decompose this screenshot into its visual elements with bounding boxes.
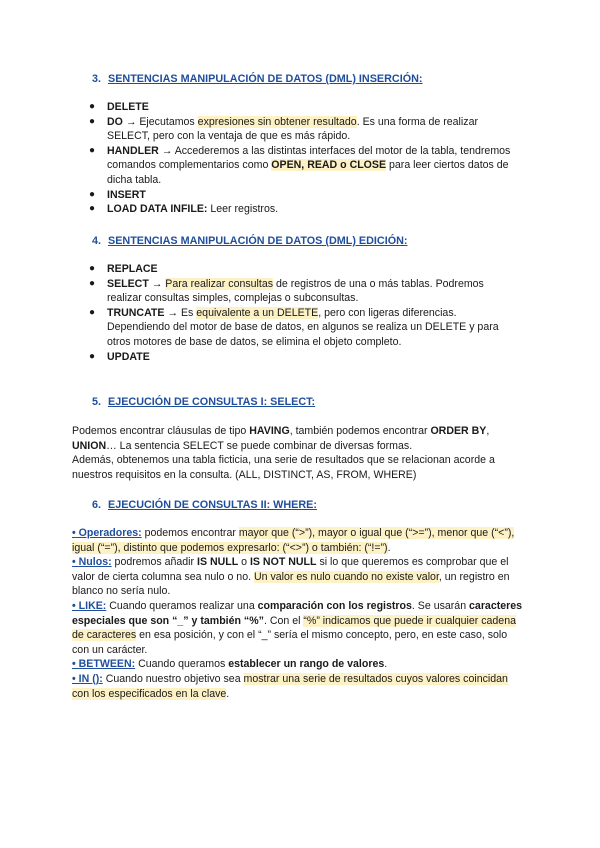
list-item-load-data: ● LOAD DATA INFILE: Leer registros. [89, 203, 279, 216]
like-label: • LIKE: [72, 599, 107, 612]
nulos-label: • Nulos: [72, 556, 112, 569]
section-5-heading [92, 395, 315, 410]
bullet-icon: ● [89, 115, 96, 127]
bullet-icon: ● [89, 203, 96, 215]
section-number: 6. [92, 499, 102, 511]
bullet-icon: ● [89, 263, 96, 274]
list-item-delete: ● DELETE [89, 101, 149, 113]
section-title: EJECUCIÓN DE CONSULTAS I: SELECT: [108, 396, 316, 408]
list-item-handler: ● HANDLER → Accederemos a las distintas interfaces del motor de la tabla, tendremos comandos complementarios como OPEN, READ o CLOSE para leer ciertos datos de dicha tabla. [89, 144, 511, 186]
highlight: “%” indicamos que puede ir cualquier cadena de caracteres [72, 614, 516, 642]
nulos-paragraph: • Nulos: podremos añadir IS NULL o IS NOT NULL si lo que queremos es comprobar que el valor de cierta columna sea nulo o no. Un valor es nulo cuando no existe valor, un registro en blanco no sería nulo. [72, 556, 510, 598]
bullet-icon: ● [89, 188, 96, 200]
between-paragraph: • BETWEEN: Cuando queramos establecer un rango de valores. [72, 658, 388, 671]
section-title: EJECUCIÓN DE CONSULTAS II: WHERE: [108, 499, 317, 511]
list-item-truncate: ● TRUNCATE → Es equivalente a un DELETE, pero con ligeras diferencias. Dependiendo del motor de base de datos, en algunos se realiza un DELETE y para otros motores de base de datos, se elimina el objeto completo. [89, 306, 499, 348]
section-number: 5. [92, 396, 102, 408]
section-6-content [72, 526, 524, 701]
section-number: 4. [92, 235, 102, 247]
operadores-label: • Operadores: [72, 527, 142, 539]
highlight: Para realizar consultas [165, 277, 274, 290]
highlight: equivalente a un DELETE [196, 306, 319, 319]
list-item-update: ● UPDATE [89, 350, 150, 363]
bullet-icon: ● [89, 277, 96, 289]
list-item-do: ● DO → Ejecutamos expresiones sin obtener resultado. Es una forma de realizar SELECT, pero con la ventaja de que es más rápido. [89, 115, 478, 143]
bullet-icon: ● [89, 144, 96, 156]
section-3-list [89, 100, 519, 217]
highlight: OPEN, READ o CLOSE [271, 159, 387, 172]
bullet-icon: ● [89, 101, 96, 112]
in-label: • IN (): [72, 672, 103, 685]
list-item-replace: ● REPLACE [89, 263, 158, 275]
operadores-paragraph: • Operadores: podemos encontrar mayor que (“>”), mayor o igual que (“>=”), menor que (“<”), igual (“=”), distinto que podemos expresarlo: (“<>”) o también: (“!=”). [72, 527, 515, 554]
like-paragraph: • LIKE: Cuando queramos realizar una comparación con los registros. Se usarán caracteres especiales que son “_” y también “%”. Con el “%” indicamos que puede ir cualquier cadena de caracteres en esa posición, y con el “_” sería el mismo concepto, pero, en este caso, solo con un carácter. [72, 599, 523, 656]
list-item-select: ● SELECT → Para realizar consultas de registros de una o más tablas. Podremos realizar consultas simples, complejas o subconsultas. [89, 277, 484, 305]
between-label: • BETWEEN: [72, 658, 136, 671]
section-title: SENTENCIAS MANIPULACIÓN DE DATOS (DML) EDICIÓN: [108, 235, 408, 247]
section-title: SENTENCIAS MANIPULACIÓN DE DATOS (DML) INSERCIÓN: [108, 73, 423, 85]
bullet-icon: ● [89, 306, 96, 318]
highlight: expresiones sin obtener resultado [197, 115, 357, 128]
section-4-heading [92, 234, 408, 249]
section-6-heading [92, 498, 317, 513]
section-number: 3. [92, 73, 102, 85]
highlight: Un valor es nulo cuando no existe valor [253, 570, 439, 583]
bullet-icon: ● [89, 350, 96, 362]
in-paragraph: • IN (): Cuando nuestro objetivo sea mostrar una serie de resultados cuyos valores coincidan con los especificados en la clave. [72, 672, 508, 700]
section-4-list [89, 262, 519, 364]
section-5-paragraph: Podemos encontrar cláusulas de tipo HAVING, también podemos encontrar ORDER BY, UNION… La sentencia SELECT se puede combinar de diversas formas. Además, obtenemos una tabla ficticia, una serie de resultados que se relacionan acorde a nuestros requisitos en la consulta. (ALL, DISTINCT, AS, FROM, WHERE) [72, 425, 495, 481]
list-item-insert: ● INSERT [89, 188, 146, 201]
section-3-heading [92, 72, 423, 87]
highlight: mostrar una serie de resultados cuyos valores coincidan con los especificados en la clave [72, 672, 508, 700]
highlight: mayor que (“>”), mayor o igual que (“>=”), menor que (“<”), igual (“=”), distinto que podemos expresarlo: (“<>”) o también: (“!=”) [72, 527, 515, 554]
